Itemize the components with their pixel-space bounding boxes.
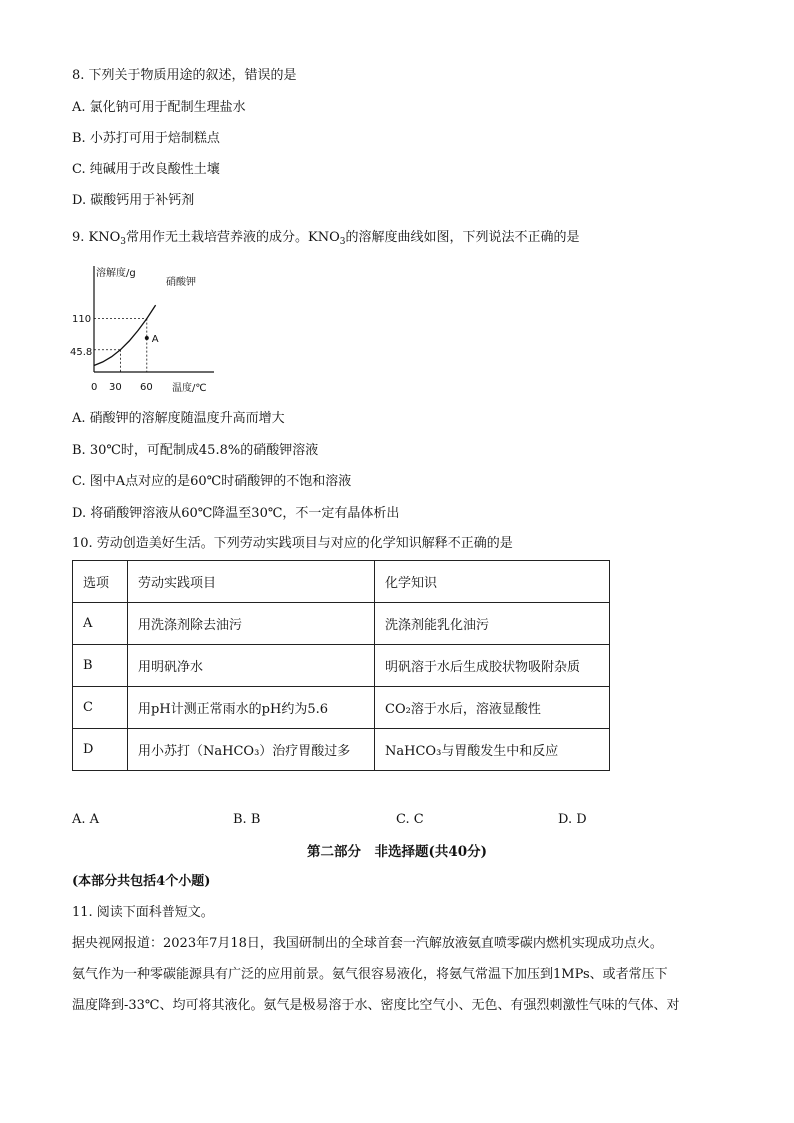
q10-answer-d: D. D [558, 812, 587, 827]
curve-label: 硝酸钾 [166, 277, 196, 288]
table-cell: 用洗涤剂除去油污 [128, 603, 375, 645]
table-row [73, 603, 610, 645]
table-row [73, 729, 610, 771]
table-header-cell: 选项 [73, 561, 128, 603]
x-tick-60: 60 [140, 382, 153, 393]
q10-answer-c: C. C [396, 812, 424, 827]
point-a-label: A [151, 334, 159, 346]
q9-option-c: C. 图中A点对应的是60℃时硝酸钾的不饱和溶液 [72, 474, 352, 489]
x-axis-label: 温度/℃ [172, 383, 207, 394]
q11-paragraph-line: 据央视网报道：2023年7月18日，我国研制出的全球首套一汽解放液氨直喷零碳内燃机实现成功点火。 [72, 936, 663, 951]
q8-option-a: A. 氯化钠可用于配制生理盐水 [72, 100, 246, 115]
table-cell: D [73, 729, 128, 771]
q9-stem [72, 228, 580, 252]
table-cell: 用明矾净水 [128, 645, 375, 687]
q8-option-d: D. 碳酸钙用于补钙剂 [72, 193, 195, 208]
q8-option-c: C. 纯碱用于改良酸性土壤 [72, 162, 220, 177]
formula-kno3: $KNO_3$ [88, 230, 127, 247]
q9-option-d: D. 将硝酸钾溶液从60℃降温至30℃，不一定有晶体析出 [72, 506, 400, 521]
kno3-solubility-curve [94, 305, 156, 365]
table-header-row [73, 561, 610, 603]
y-axis-label: 溶解度/g [96, 268, 136, 279]
part2-heading: 第二部分 非选择题(共40分) [306, 844, 488, 860]
q9-stem-part2: 的溶解度曲线如图，下列说法不正确的是 [345, 230, 580, 245]
q10-table [72, 560, 610, 771]
q11-paragraph-line: 氨气作为一种零碳能源具有广泛的应用前景。氨气很容易液化，将氨气常温下加压到1MPs、或者常压下 [72, 967, 668, 982]
q8-stem: 8. 下列关于物质用途的叙述，错误的是 [72, 68, 297, 83]
table-cell: B [73, 645, 128, 687]
q10-answer-b: B. B [233, 812, 261, 827]
q10-answer-a: A. A [72, 812, 100, 827]
table-header-cell: 化学知识 [375, 561, 610, 603]
q10-stem: 10. 劳动创造美好生活。下列劳动实践项目与对应的化学知识解释不正确的是 [72, 536, 513, 551]
table-cell: NaHCO₃与胃酸发生中和反应 [375, 729, 610, 771]
q11-paragraph-line: 温度降到-33℃、均可将其液化。氨气是极易溶于水、密度比空气小、无色、有强烈刺激性气味的气体、对 [72, 998, 680, 1013]
part2-note: (本部分共包括4个小题) [72, 874, 211, 889]
x-tick-30: 30 [109, 382, 122, 393]
y-tick-110: 110 [72, 314, 92, 325]
table-cell: 明矾溶于水后生成胶状物吸附杂质 [375, 645, 610, 687]
table-cell: C [73, 687, 128, 729]
q9-stem-part1: 常用作无土栽培营养液的成分。 [126, 230, 309, 245]
q9-option-a: A. 硝酸钾的溶解度随温度升高而增大 [72, 411, 285, 426]
x-tick-0: 0 [91, 382, 98, 393]
y-tick-45-8: 45.8 [70, 347, 93, 358]
solubility-graph [68, 262, 228, 402]
table-row [73, 645, 610, 687]
q9-number: 9. [72, 230, 85, 245]
table-cell: 用pH计测正常雨水的pH约为5.6 [128, 687, 375, 729]
q11-stem: 11. 阅读下面科普短文。 [72, 905, 214, 920]
q8-option-b: B. 小苏打可用于焙制糕点 [72, 131, 220, 146]
point-a [145, 336, 149, 340]
table-cell: 用小苏打（NaHCO₃）治疗胃酸过多 [128, 729, 375, 771]
table-cell: A [73, 603, 128, 645]
q9-option-b: B. 30℃时，可配制成45.8%的硝酸钾溶液 [72, 443, 319, 458]
table-header-cell: 劳动实践项目 [128, 561, 375, 603]
formula-kno3: $KNO_3$ [308, 230, 346, 247]
table-row [73, 687, 610, 729]
table-cell: 洗涤剂能乳化油污 [375, 603, 610, 645]
table-cell: CO₂溶于水后，溶液显酸性 [375, 687, 610, 729]
